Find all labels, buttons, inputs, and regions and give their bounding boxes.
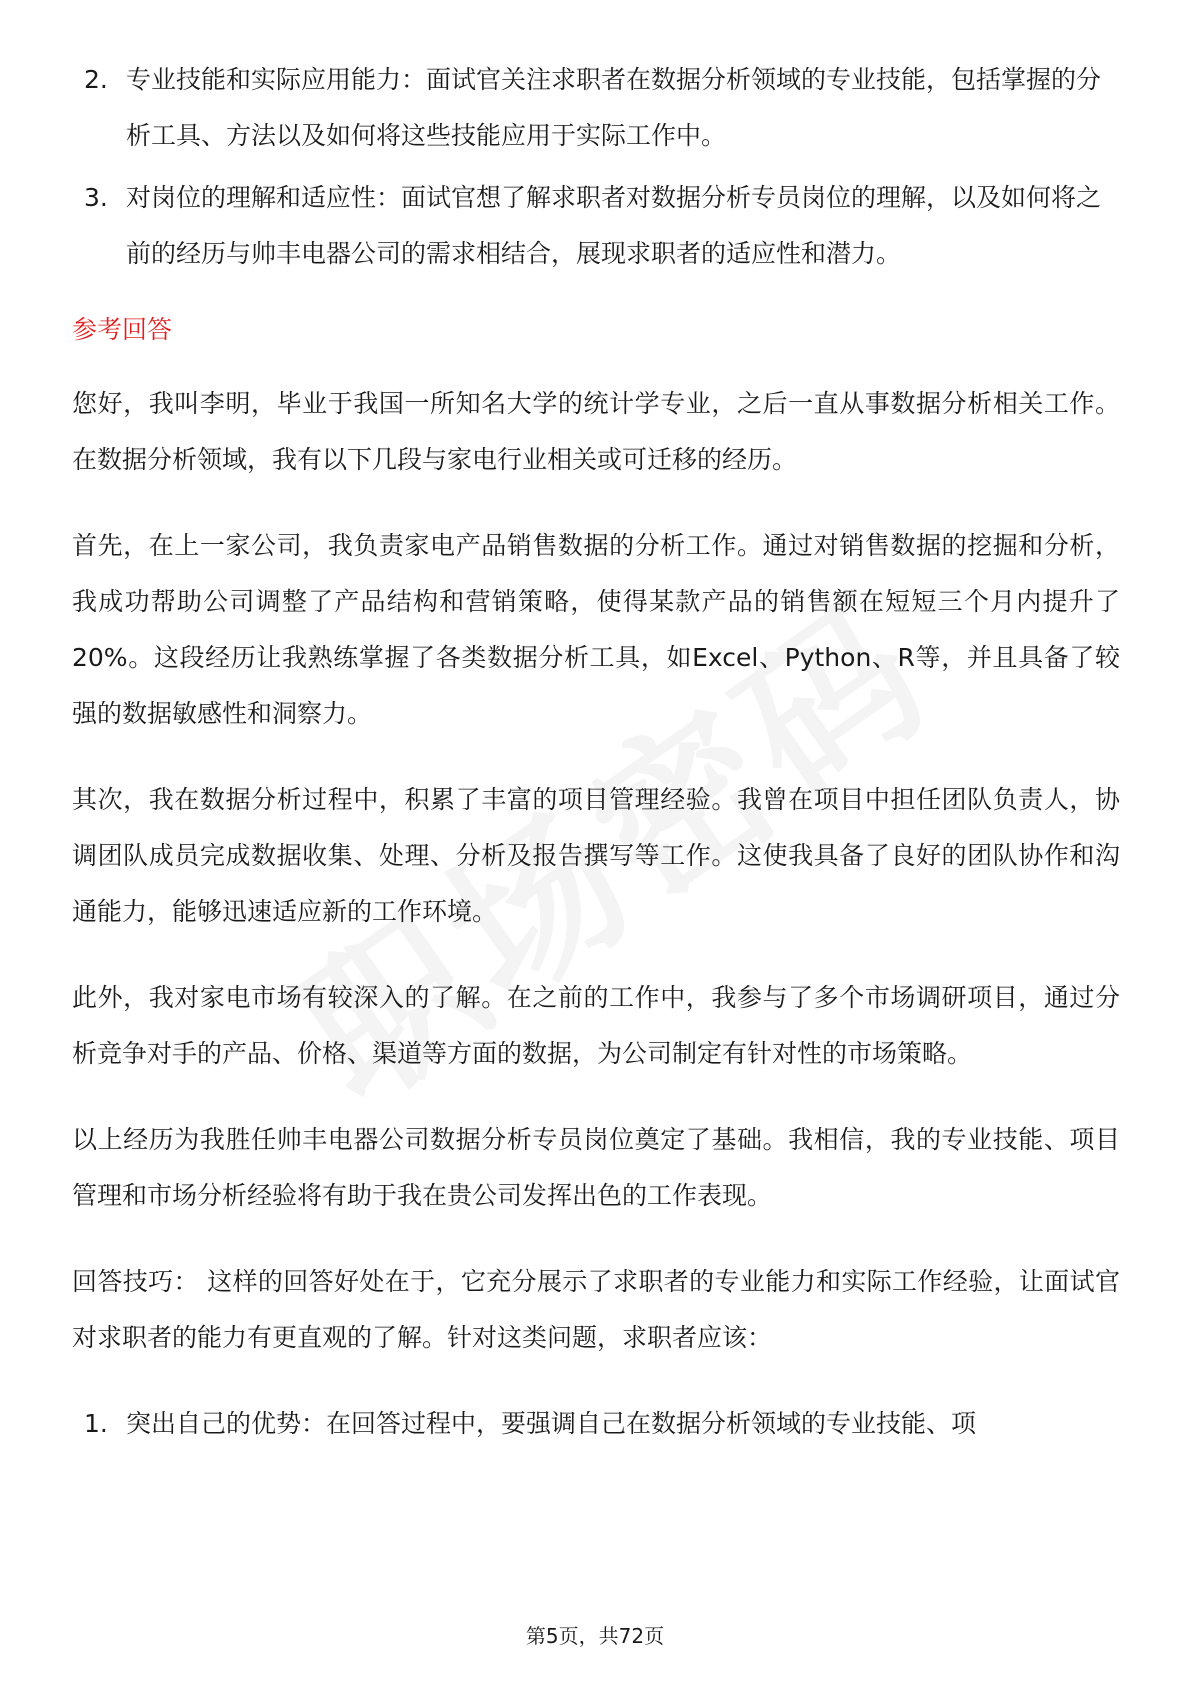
list-text: 对岗位的理解和适应性：面试官想了解求职者对数据分析专员岗位的理解，以及如何将之前的经历与帅丰电器公司的需求相结合，展现求职者的适应性和潜力。 [126, 183, 1102, 268]
page-footer: 第5页，共72页 [525, 1624, 665, 1648]
list-text: 突出自己的优势：在回答过程中，要强调自己在数据分析领域的专业技能、项 [126, 1409, 977, 1438]
list-text: 专业技能和实际应用能力：面试官关注求职者在数据分析领域的专业技能，包括掌握的分析工具、方法以及如何将这些技能应用于实际工作中。 [126, 65, 1102, 150]
document-body [72, 52, 1120, 1458]
list-number: 3. [84, 183, 108, 212]
list-item [72, 170, 1120, 282]
paragraph: 您好，我叫李明，毕业于我国一所知名大学的统计学专业，之后一直从事数据分析相关工作。在数据分析领域，我有以下几段与家电行业相关或可迁移的经历。 [72, 389, 1120, 474]
list-item [72, 1396, 1120, 1452]
list-item [72, 52, 1120, 164]
paragraph: 其次，我在数据分析过程中，积累了丰富的项目管理经验。我曾在项目中担任团队负责人，协调团队成员完成数据收集、处理、分析及报告撰写等工作。这使我具备了良好的团队协作和沟通能力，能够迅速适应新的工作环境。 [72, 785, 1120, 926]
list-number: 1. [84, 1409, 108, 1438]
section-title: 参考回答 [72, 315, 173, 344]
paragraph: 首先，在上一家公司，我负责家电产品销售数据的分析工作。通过对销售数据的挖掘和分析，我成功帮助公司调整了产品结构和营销策略，使得某款产品的销售额在短短三个月内提升了20%。这段经历让我熟练掌握了各类数据分析工具，如Excel、Python、R等，并且具备了较强的数据敏感性和洞察力。 [72, 531, 1120, 728]
paragraph: 以上经历为我胜任帅丰电器公司数据分析专员岗位奠定了基础。我相信，我的专业技能、项目管理和市场分析经验将有助于我在贵公司发挥出色的工作表现。 [72, 1125, 1120, 1210]
paragraph: 回答技巧： 这样的回答好处在于，它充分展示了求职者的专业能力和实际工作经验，让面试官对求职者的能力有更直观的了解。针对这类问题，求职者应该： [72, 1267, 1120, 1352]
paragraph: 此外，我对家电市场有较深入的了解。在之前的工作中，我参与了多个市场调研项目，通过分析竞争对手的产品、价格、渠道等方面的数据，为公司制定有针对性的市场策略。 [72, 983, 1120, 1068]
list-number: 2. [84, 65, 108, 94]
